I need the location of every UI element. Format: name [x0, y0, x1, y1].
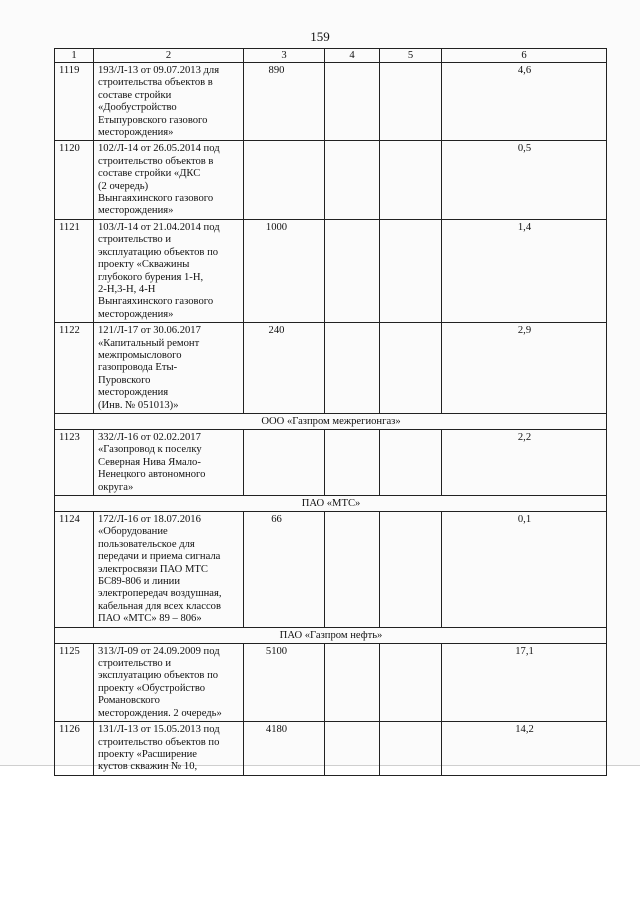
table-row [55, 323, 607, 414]
row-col4 [325, 141, 380, 219]
row-col6: 14,2 [442, 722, 607, 776]
row-col4 [325, 429, 380, 495]
row-col4 [325, 643, 380, 721]
row-description: 102/Л-14 от 26.05.2014 под строительство объектов в составе стройки «ДКС (2 очередь) Вынгаяхинского газового месторождения» [94, 141, 244, 219]
group-heading-row [55, 413, 607, 429]
column-header: 2 [94, 49, 244, 63]
column-header: 6 [442, 49, 607, 63]
row-col3: 66 [244, 512, 325, 628]
row-number: 1126 [55, 722, 94, 776]
row-description: 131/Л-13 от 15.05.2013 под строительство объектов по проекту «Расширение кустов скважин № 10, [94, 722, 244, 776]
table-row [55, 722, 607, 776]
register-table [54, 48, 607, 776]
row-col5 [380, 323, 442, 414]
row-col5 [380, 429, 442, 495]
row-description: 121/Л-17 от 30.06.2017 «Капитальный ремонт межпромыслового газопровода Еты- Пуровского месторождения (Инв. № 051013)» [94, 323, 244, 414]
row-col5 [380, 219, 442, 322]
table-row [55, 643, 607, 721]
page-number: 159 [310, 29, 330, 44]
row-col6: 2,9 [442, 323, 607, 414]
column-header: 5 [380, 49, 442, 63]
row-col3 [244, 429, 325, 495]
row-col5 [380, 512, 442, 628]
row-number: 1121 [55, 219, 94, 322]
column-header: 3 [244, 49, 325, 63]
row-number: 1125 [55, 643, 94, 721]
group-heading: ПАО «Газпром нефть» [55, 627, 607, 643]
row-col4 [325, 512, 380, 628]
row-description: 193/Л-13 от 09.07.2013 для строительства объектов в составе стройки «Дообустройство Етыпуровского газового месторождения» [94, 63, 244, 141]
row-number: 1122 [55, 323, 94, 414]
row-number: 1119 [55, 63, 94, 141]
row-description: 103/Л-14 от 21.04.2014 под строительство и эксплуатацию объектов по проекту «Скважины глубокого бурения 1-Н, 2-Н,3-Н, 4-Н Вынгаяхинского газового месторождения» [94, 219, 244, 322]
row-col3: 240 [244, 323, 325, 414]
row-description: 313/Л-09 от 24.09.2009 под строительство и эксплуатацию объектов по проекту «Обустройство Романовского месторождения. 2 очередь» [94, 643, 244, 721]
row-description: 332/Л-16 от 02.02.2017 «Газопровод к поселку Северная Нива Ямало- Ненецкого автономного округа» [94, 429, 244, 495]
row-col3: 5100 [244, 643, 325, 721]
group-heading-row [55, 627, 607, 643]
table-row [55, 63, 607, 141]
row-col5 [380, 63, 442, 141]
row-number: 1124 [55, 512, 94, 628]
column-header: 4 [325, 49, 380, 63]
row-col6: 17,1 [442, 643, 607, 721]
table-row [55, 429, 607, 495]
row-col5 [380, 722, 442, 776]
row-col3: 890 [244, 63, 325, 141]
row-number: 1123 [55, 429, 94, 495]
row-col6: 0,1 [442, 512, 607, 628]
row-col3: 1000 [244, 219, 325, 322]
table-row [55, 512, 607, 628]
row-col4 [325, 63, 380, 141]
row-col3: 4180 [244, 722, 325, 776]
group-heading: ПАО «МТС» [55, 496, 607, 512]
column-header: 1 [55, 49, 94, 63]
row-col5 [380, 643, 442, 721]
row-col6: 1,4 [442, 219, 607, 322]
row-col5 [380, 141, 442, 219]
row-col6: 2,2 [442, 429, 607, 495]
row-col4 [325, 323, 380, 414]
group-heading-row [55, 496, 607, 512]
row-col3 [244, 141, 325, 219]
row-col4 [325, 219, 380, 322]
row-description: 172/Л-16 от 18.07.2016 «Оборудование пользовательское для передачи и приема сигнала электросвязи ПАО МТС БС89-806 и линии электропередач воздушная, кабельная для всех классов ПАО «МТС» 89 – 806» [94, 512, 244, 628]
row-col4 [325, 722, 380, 776]
table-row [55, 141, 607, 219]
row-col6: 0,5 [442, 141, 607, 219]
table-row [55, 219, 607, 322]
row-col6: 4,6 [442, 63, 607, 141]
table-header-row [55, 49, 607, 63]
group-heading: ООО «Газпром межрегионгаз» [55, 413, 607, 429]
row-number: 1120 [55, 141, 94, 219]
